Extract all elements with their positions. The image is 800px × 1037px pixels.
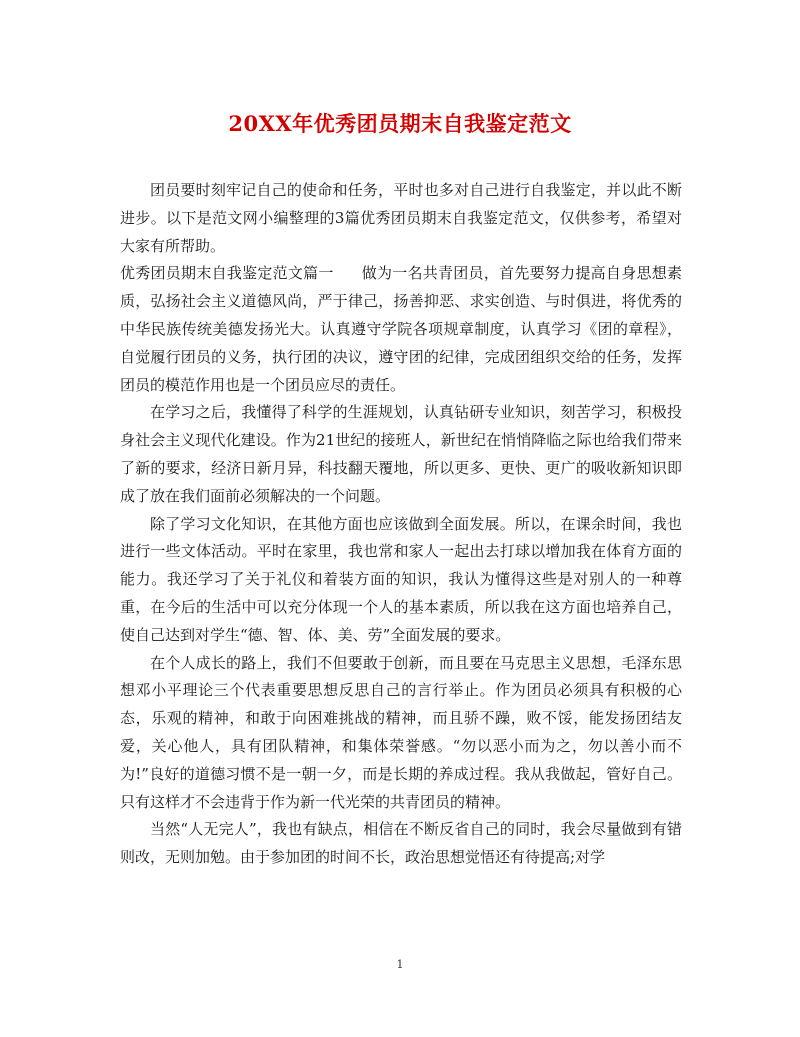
document-title: 20XX年优秀团员期末自我鉴定范文 bbox=[228, 111, 572, 136]
body-paragraph: 在个人成长的路上，我们不但要敢于创新，而且要在马克思主义思想，毛泽东思想邓小平理论三个代表重要思想反思自己的言行举止。作为团员必须具有积极的心态，乐观的精神，和敢于向困难挑战的精神，而且骄不躁，败不馁，能发扬团结友爱，关心他人，具有团队精神，和集体荣誉感。“勿以恶小而为之，勿以善小而不为!”良好的道德习惯不是一朝一夕，而是长期的养成过程。我从我做起，管好自己。只有这样才不会违背于作为新一代光荣的共青团员的精神。 bbox=[120, 653, 682, 811]
body-paragraph: 除了学习文化知识，在其他方面也应该做到全面发展。所以，在课余时间，我也进行一些文体活动。平时在家里，我也常和家人一起出去打球以增加我在体育方面的能力。我还学习了关于礼仪和着装方面的知识，我认为懂得这些是对别人的一种尊重，在今后的生活中可以充分体现一个人的基本素质，所以我在这方面也培养自己，使自己达到对学生“德、智、体、美、劳”全面发展的要求。 bbox=[120, 514, 682, 644]
section-one-paragraph bbox=[120, 260, 682, 399]
section-heading: 优秀团员期末自我鉴定范文篇一 bbox=[120, 264, 334, 283]
section-one-text: 做为一名共青团员，首先要努力提高自身思想素质，弘扬社会主义道德风尚，严于律己，扬善抑恶、求实创造、与时俱进，将优秀的中华民族传统美德发扬光大。认真遵守学院各项规章制度，认真学习《团的章程》，自觉履行团员的义务，执行团的决议，遵守团的纪律，完成团组织交给的任务，发挥团员的模范作用也是一个团员应尽的责任。 bbox=[120, 264, 682, 394]
intro-paragraph: 团员要时刻牢记自己的使命和任务，平时也多对自己进行自我鉴定，并以此不断进步。以下是范文网小编整理的3篇优秀团员期末自我鉴定范文，仅供参考，希望对大家有所帮助。 bbox=[120, 181, 682, 255]
page-number: 1 bbox=[396, 958, 404, 971]
document-body bbox=[120, 177, 682, 872]
body-paragraph: 在学习之后，我懂得了科学的生涯规划，认真钻研专业知识，刻苦学习，积极投身社会主义现代化建设。作为21世纪的接班人，新世纪在悄悄降临之际也给我们带来了新的要求，经济日新月异，科技翻天覆地，所以更多、更快、更广的吸收新知识即成了放在我们面前必须解决的一个问题。 bbox=[120, 403, 682, 505]
body-paragraph: 当然“人无完人”，我也有缺点，相信在不断反省自己的同时，我会尽量做到有错则改，无则加勉。由于参加团的时间不长，政治思想觉悟还有待提高;对学 bbox=[120, 820, 682, 867]
